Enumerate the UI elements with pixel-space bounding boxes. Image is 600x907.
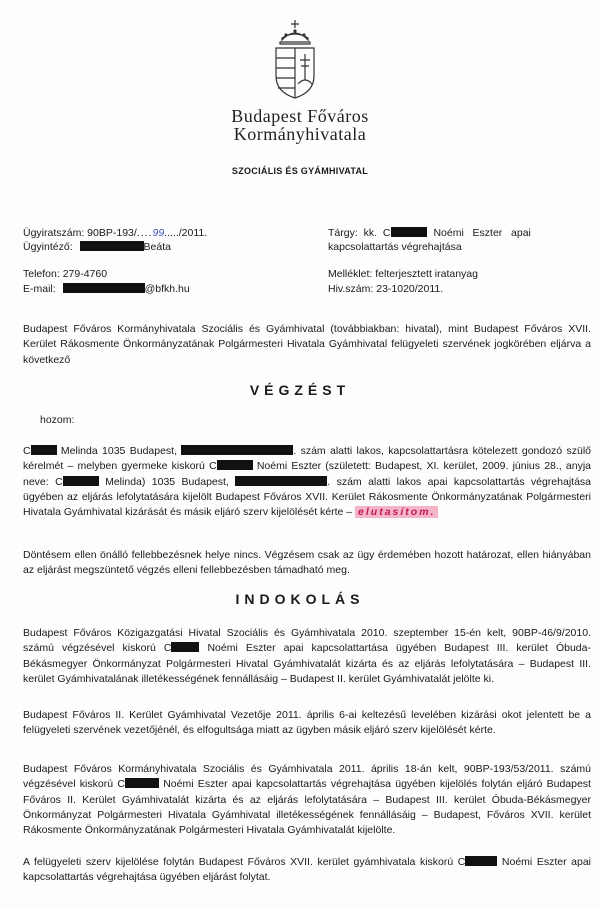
reasoning-heading: INDOKOLÁS [235, 591, 365, 607]
department-name: SZOCIÁLIS ÉS GYÁMHIVATAL [231, 166, 369, 176]
redaction-bar [217, 460, 253, 470]
redaction-bar [171, 642, 199, 652]
redaction-bar [31, 445, 57, 455]
reasoning-paragraph-1: Budapest Főváros Közigazgatási Hivatal Szociális és Gyámhivatala 2010. szeptember 15-én kelt, 90BP-46/9/2010. számú végzésével kiskorú C Noémi Eszter apai kapcsolattartása ügyében Budapest III. kerület Óbuda-Békásmegyer Önkormányzat Polgármesteri Hivatal Gyámhivatalát kizárta és az eljárás lefolytatására – Budapest III. kerület Gyámhivatalának illetékességének fennállásáig – Budapest II. kerület Gyámhivatalát jelölte ki. [23, 627, 591, 685]
hozom-label: hozom: [40, 414, 75, 426]
redaction-bar [465, 856, 497, 866]
subject-line1: Tárgy: kk. C Noémi Eszter apai [328, 227, 531, 239]
reasoning-paragraph-4: A felügyeleti szerv kijelölése folytán Budapest Főváros XVII. kerület gyámhivatala kiskorú C Noémi Eszter apai kapcsolattartás végrehajtása ügyében eljárást folytat. [23, 856, 591, 884]
attachment: Melléklet: felterjesztett iratanyag [328, 268, 478, 280]
hungarian-coat-of-arms-icon [272, 18, 318, 100]
case-officer: Ügyintéző: Beáta [23, 241, 171, 253]
redaction-bar [63, 476, 99, 486]
subject-line2: kapcsolattartás végrehajtása [328, 241, 462, 253]
redaction-bar [63, 283, 145, 293]
org-name-line1: Budapest Főváros [231, 106, 369, 126]
reasoning-paragraph-3: Budapest Főváros Kormányhivatala Szociális és Gyámhivatala 2011. április 18-án kelt, 90BP-193/53/2011. számú végzésével kiskorú C Noémi Eszter apai kapcsolattartás végrehajtása ügyében kijelölés folytán eljáró Budapest Főváros II. Kerület Gyámhivatalát kizárta és az eljárás lefolytatására – Budapest III. kerület Óbuda-Békásmegyer Önkormányzat Polgármesteri Hivatala Gyámhivatal illetékességének fennállásáig – Budapest, Főváros XVII. kerület Rákosmente Önkormányzatának Polgármesteri Hivatala Gyámhivatalát kijelölte. [23, 763, 591, 837]
redaction-bar [125, 778, 159, 788]
phone: Telefon: 279-4760 [23, 268, 108, 280]
decision-paragraph: C Melinda 1035 Budapest, . szám alatti lakos, kapcsolattartásra kötelezett gondozó szülő kérelmét – melyben gyermeke kiskorú C Noémi Eszter (született: Budapest, XI. kerület, 2009. június 28., anyja neve: C Melinda) 1035 Budapest, . szám alatti lakos apai kapcsolattartás végrehajtása ügyében az eljárás lefolytatására kijelölt Budapest Főváros XVII. Kerület Rákosmente Önkormányzatának Polgármesteri Hivatala Gyámhivatal kizárását és másik eljáró szerv kijelölését kérte – elutasítom. [23, 445, 591, 519]
reasoning-paragraph-2: Budapest Főváros II. Kerület Gyámhivatal Vezetője 2011. április 6-ai keltezésű levelében kizárási okot jelentett be a felügyeleti szervének vezetőjénél, és elfogultsága miatt az ügyben másik eljáró szerv kijelölését kérte. [23, 709, 591, 737]
email: E-mail: @bfkh.hu [23, 283, 190, 295]
redaction-bar [235, 476, 327, 486]
redaction-bar [391, 227, 427, 237]
redaction-bar [80, 241, 144, 251]
decision-heading: VÉGZÉST [249, 382, 351, 398]
appeal-paragraph: Döntésem ellen önálló fellebbezésnek helye nincs. Végzésem csak az ügy érdemében hozott határozat, ellen hiányában az eljárást megszüntető végzés elleni fellebbezésben támadható meg. [23, 549, 591, 577]
handwritten-case-number: 99 [152, 227, 165, 239]
rejection-stamp: elutasítom. [355, 506, 438, 518]
org-name-line2: Kormányhivatala [233, 124, 367, 144]
reference-number: Hiv.szám: 23-1020/2011. [328, 283, 444, 295]
redaction-bar [181, 445, 293, 455]
intro-paragraph: Budapest Főváros Kormányhivatala Szociális és Gyámhivatal (továbbiakban: hivatal), mint Budapest Főváros XVII. Kerület Rákosmente Önkormányzatának Polgármesteri Hivatala Gyámhivatal felügyeleti szervének jogkörében eljárva a következő [23, 323, 591, 366]
case-number: Ügyiratszám: 90BP-193/....99...../2011. [23, 227, 208, 239]
